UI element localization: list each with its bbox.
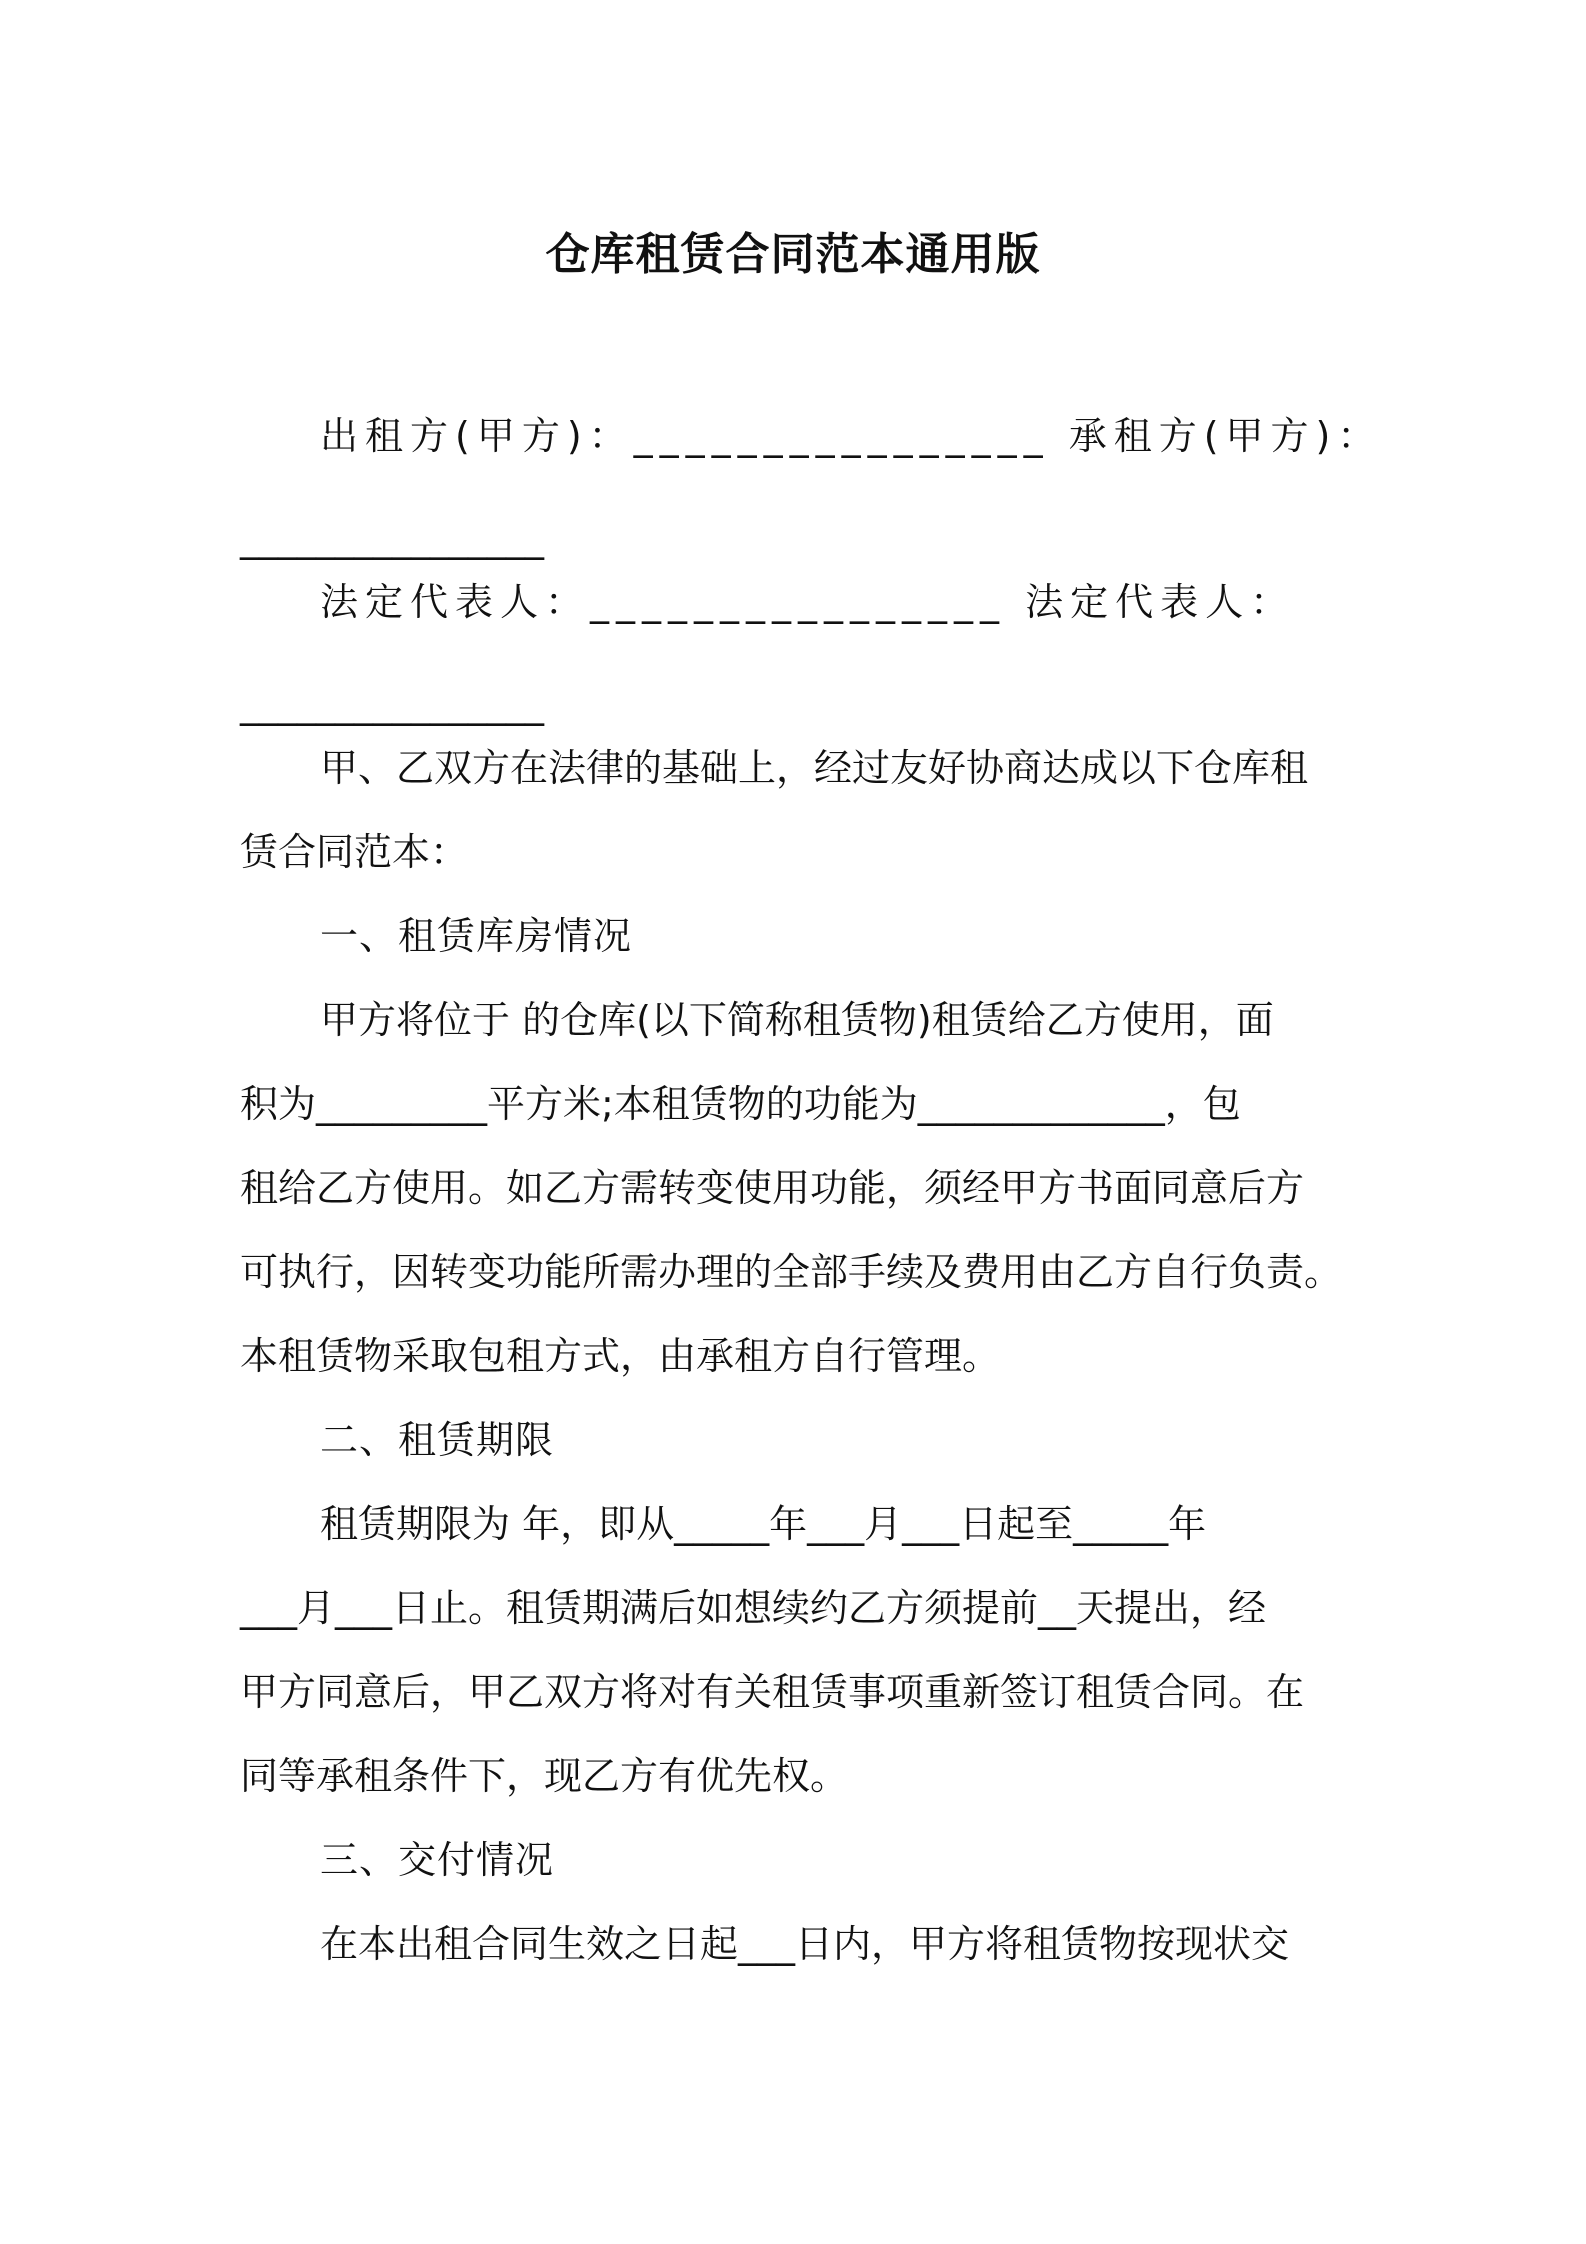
- section-heading-3: 三、交付情况: [320, 1838, 555, 1882]
- legal-rep-line: 法定代表人：________________ 法定代表人：: [320, 580, 1296, 624]
- paragraph-line: 甲方将位于 的仓库(以下简称租赁物)租赁给乙方使用，面: [320, 998, 1274, 1042]
- paragraph-line: 在本出租合同生效之日起___日内，甲方将租赁物按现状交: [320, 1922, 1290, 1966]
- paragraph-line: ___月___日止。租赁期满后如想续约乙方须提前__天提出，经: [240, 1586, 1267, 1630]
- paragraph-line: 租赁期限为 年，即从_____年___月___日起至_____年: [320, 1502, 1207, 1546]
- paragraph-line: 积为_________平方米;本租赁物的功能为_____________，包: [240, 1082, 1241, 1126]
- blank-line: ________________: [240, 516, 544, 560]
- paragraph-line: 甲方同意后，甲乙双方将对有关租赁事项重新签订租赁合同。在: [240, 1670, 1305, 1714]
- document-title: 仓库租赁合同范本通用版: [545, 229, 1041, 280]
- paragraph-line: 租给乙方使用。如乙方需转变使用功能，须经甲方书面同意后方: [240, 1166, 1305, 1210]
- paragraph-line: 赁合同范本：: [240, 830, 469, 874]
- blank-line: ________________: [240, 682, 544, 726]
- section-heading-1: 一、租赁库房情况: [320, 914, 633, 958]
- party-lessor-line: 出租方(甲方)：________________ 承租方(甲方)：: [320, 414, 1383, 458]
- paragraph-line: 甲、乙双方在法律的基础上，经过友好协商达成以下仓库租: [320, 746, 1309, 790]
- paragraph-line: 可执行，因转变功能所需办理的全部手续及费用由乙方自行负责。: [240, 1250, 1343, 1294]
- paragraph-line: 同等承租条件下，现乙方有优先权。: [240, 1754, 849, 1798]
- paragraph-line: 本租赁物采取包租方式，由承租方自行管理。: [240, 1334, 1001, 1378]
- section-heading-2: 二、租赁期限: [320, 1418, 555, 1462]
